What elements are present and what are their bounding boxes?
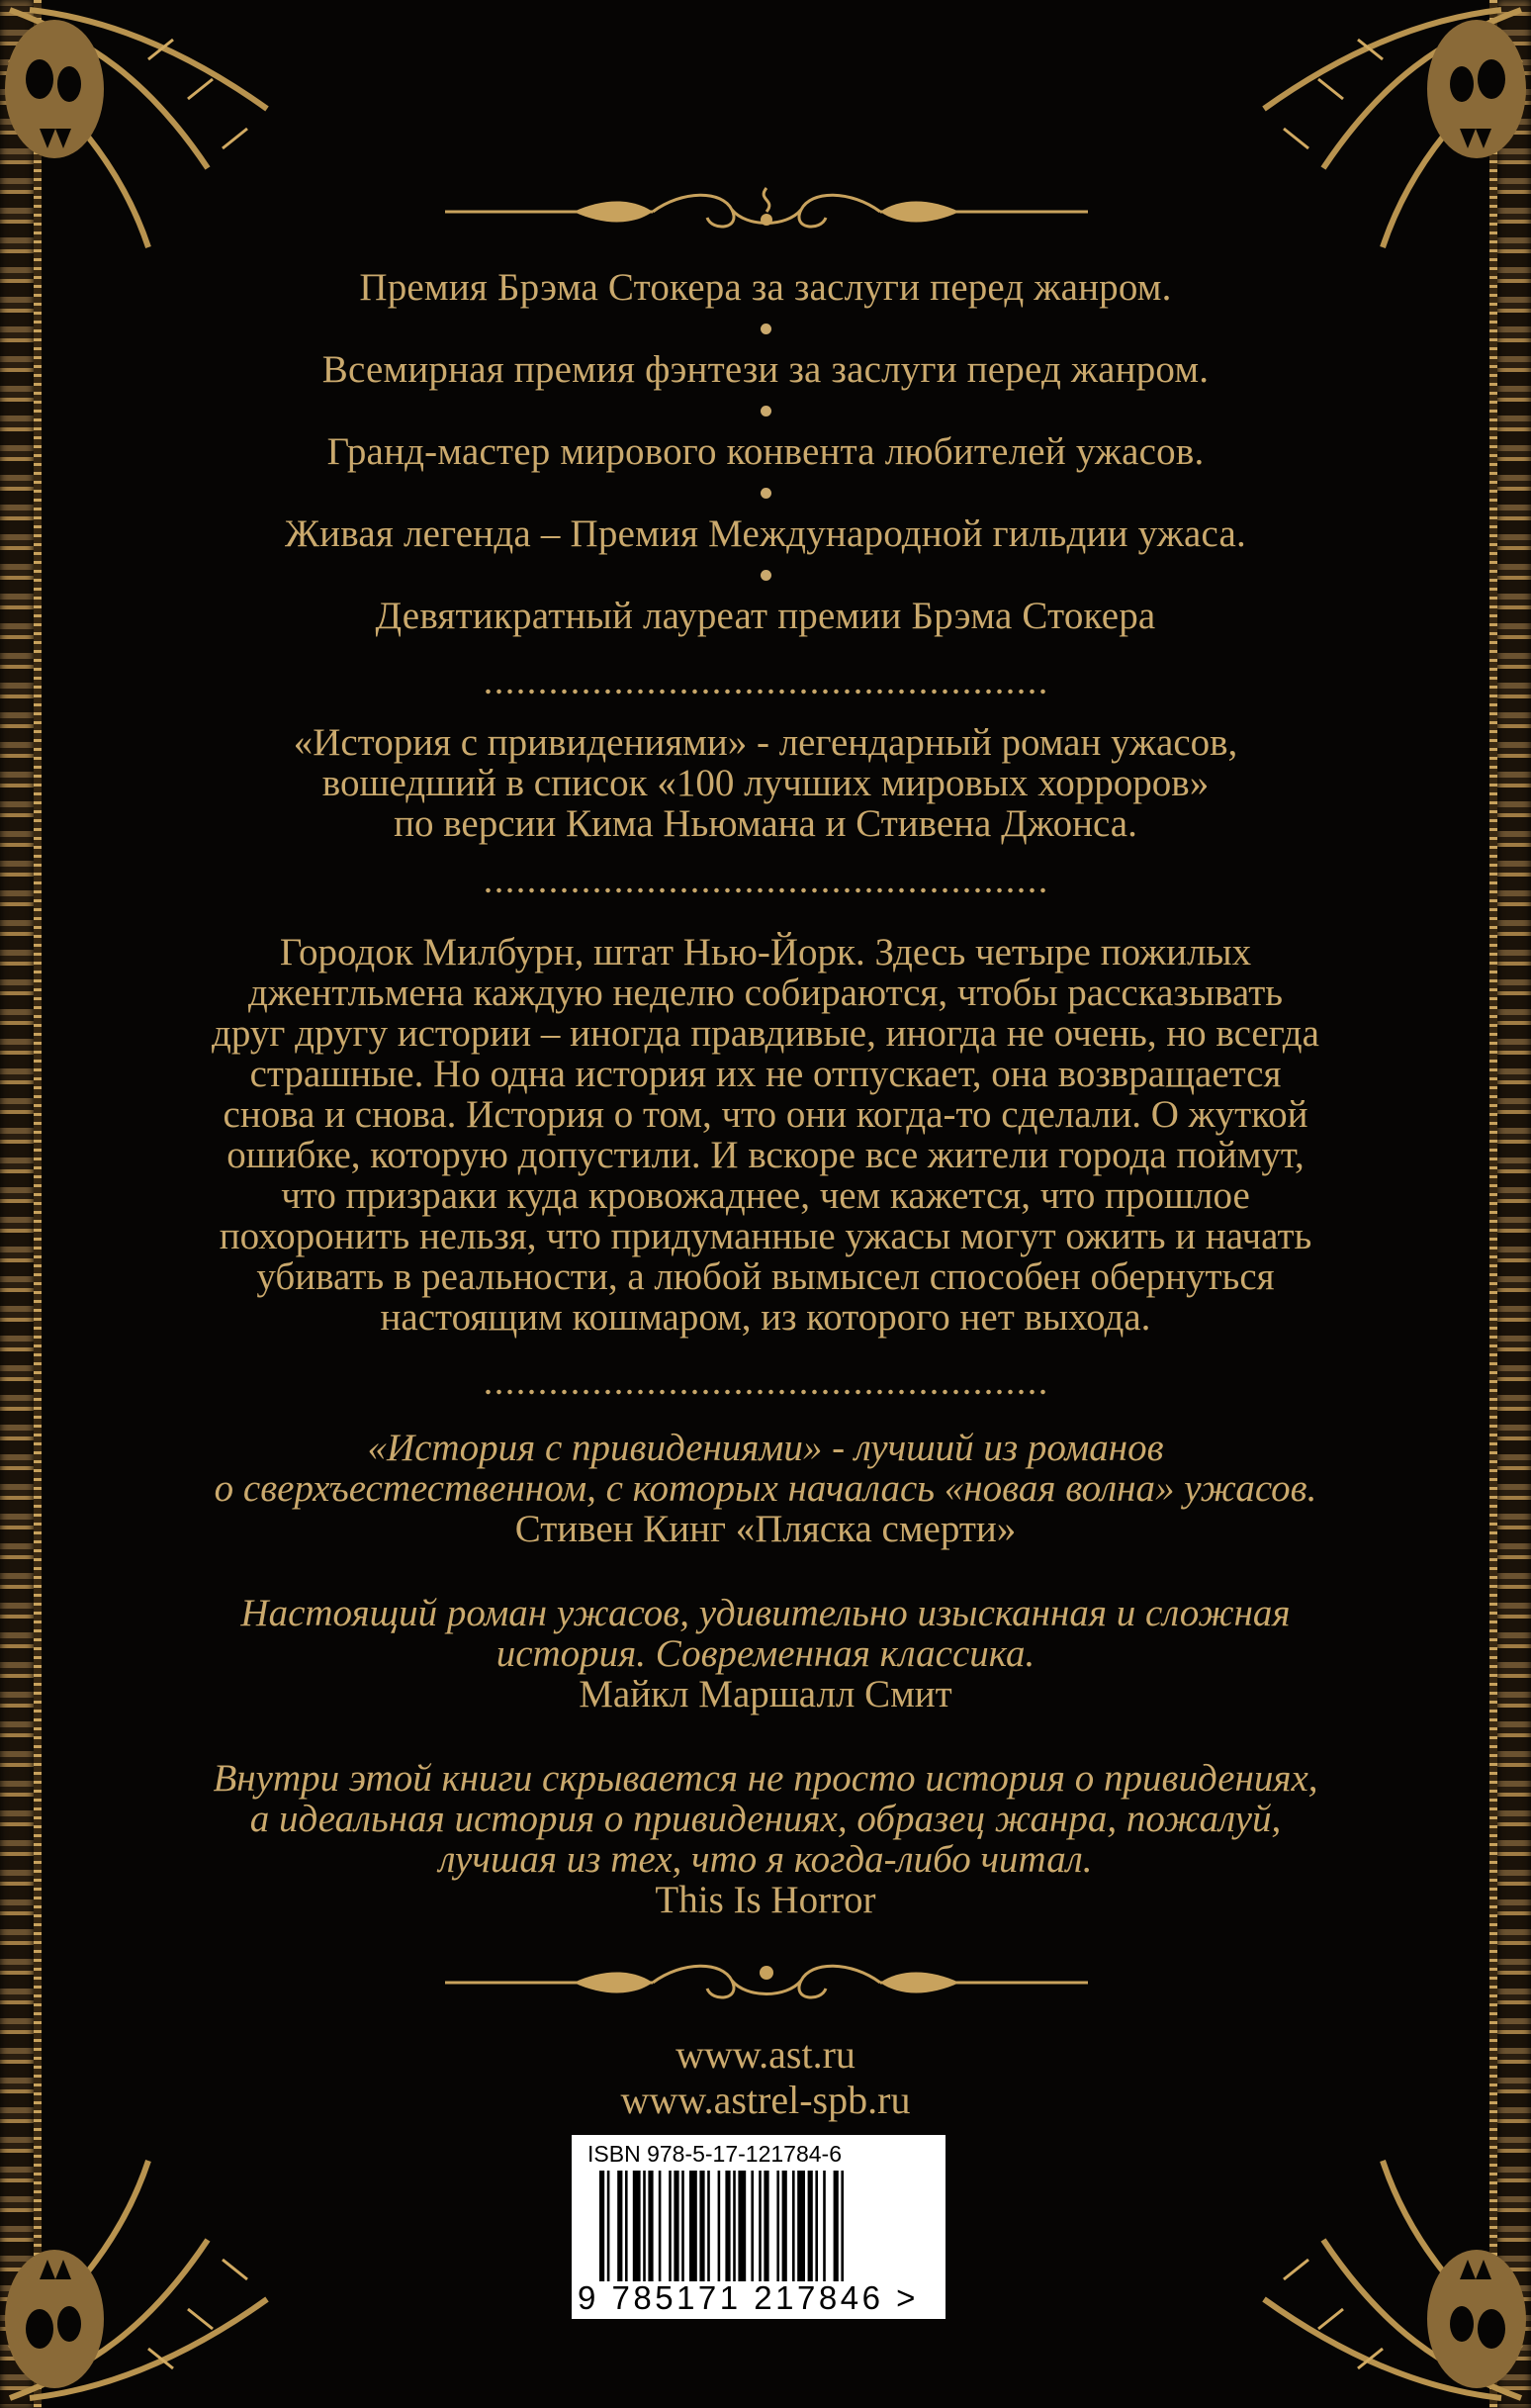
- bullet-separator-1: [761, 324, 771, 334]
- synopsis-line: Городок Милбурн, штат Нью-Йорк. Здесь четыре пожилых: [279, 931, 1252, 973]
- award-line-5: Девятикратный лауреат премии Брэма Стокера: [375, 595, 1156, 637]
- award-line-4: Живая легенда – Премия Международной гильдии ужаса.: [285, 512, 1246, 555]
- left-ornate-border: [0, 0, 34, 2408]
- synopsis-line: джентльмена каждую неделю собираются, чтобы рассказывать: [247, 972, 1284, 1014]
- review-quote-2: [119, 1593, 1412, 1714]
- isbn-barcode-block: [572, 2135, 946, 2319]
- synopsis-line: друг другу истории – иногда правдивые, иногда не очень, но всегда: [212, 1012, 1319, 1055]
- quote-line: «История с привидениями» - лучший из романов: [367, 1427, 1164, 1469]
- quote-attribution: Майкл Маршалл Смит: [579, 1673, 952, 1715]
- blurb-line: вошедший в список «100 лучших мировых хорроров»: [321, 762, 1210, 804]
- bullet-separator-2: [761, 406, 771, 417]
- website-link-astrel[interactable]: www.astrel-spb.ru: [620, 2078, 911, 2122]
- quote-attribution: Стивен Кинг «Пляска смерти»: [514, 1508, 1017, 1550]
- quote-line: история. Современная классика.: [495, 1632, 1036, 1675]
- bullet-separator-4: [761, 570, 771, 581]
- bottom-flourish-divider: [435, 1953, 1098, 2012]
- publisher-websites: [495, 2032, 1036, 2123]
- bullet-separator-3: [761, 488, 771, 499]
- synopsis-line: страшные. Но одна история их не отпускает, она возвращается: [249, 1053, 1282, 1095]
- synopsis-line: настоящим кошмаром, из которого нет выхода.: [380, 1296, 1151, 1339]
- website-link-ast[interactable]: www.ast.ru: [675, 2032, 856, 2077]
- synopsis-line: ошибке, которую допустили. И вскоре все жители города поймут,: [226, 1134, 1305, 1176]
- dotted-divider-1: [483, 689, 1048, 695]
- top-flourish-divider: [435, 180, 1098, 239]
- quote-line: Настоящий роман ужасов, удивительно изысканная и сложная: [240, 1592, 1291, 1634]
- award-line-2: Всемирная премия фэнтези за заслуги перед жанром.: [321, 348, 1210, 391]
- blurb-line: «История с привидениями» - легендарный роман ужасов,: [293, 721, 1238, 764]
- quote-line: а идеальная история о привидениях, образец жанра, пожалуй,: [249, 1798, 1282, 1840]
- synopsis-line: убивать в реальности, а любой вымысел способен обернуться: [256, 1255, 1275, 1298]
- right-ornate-border: [1497, 0, 1531, 2408]
- corner-ornament-bottom-left: [0, 2082, 326, 2408]
- synopsis-line: что призраки куда кровожаднее, чем кажется, что прошлое: [281, 1174, 1250, 1217]
- isbn-label: ISBN 978-5-17-121784-6: [587, 2141, 842, 2167]
- corner-ornament-bottom-right: [1205, 2082, 1531, 2408]
- synopsis-paragraph: [119, 932, 1412, 1338]
- quote-line: Внутри этой книги скрывается не просто история о привидениях,: [213, 1757, 1318, 1800]
- dotted-divider-3: [483, 1389, 1048, 1395]
- barcode-bars: [599, 2171, 926, 2281]
- quote-line: лучшая из тех, что я когда-либо читал.: [438, 1838, 1093, 1881]
- award-line-3: Гранд-мастер мирового конвента любителей ужасов.: [326, 430, 1205, 473]
- blurb-line: по версии Кима Ньюмана и Стивена Джонса.: [394, 802, 1137, 845]
- quote-line: о сверхъестественном, с которых началась «новая волна» ужасов.: [214, 1467, 1317, 1510]
- quote-attribution: This Is Horror: [655, 1879, 876, 1921]
- synopsis-line: снова и снова. История о том, что они когда-то сделали. О жуткой: [223, 1093, 1308, 1136]
- award-line-1: Премия Брэма Стокера за заслуги перед жанром.: [359, 266, 1172, 309]
- review-quote-1: [119, 1428, 1412, 1549]
- synopsis-line: похоронить нельзя, что придуманные ужасы могут ожить и начать: [219, 1215, 1312, 1257]
- blurb-paragraph: [119, 722, 1412, 844]
- dotted-divider-2: [483, 887, 1048, 893]
- barcode-digits: 9 785171 217846 >: [578, 2279, 919, 2316]
- review-quote-3: [119, 1758, 1412, 1920]
